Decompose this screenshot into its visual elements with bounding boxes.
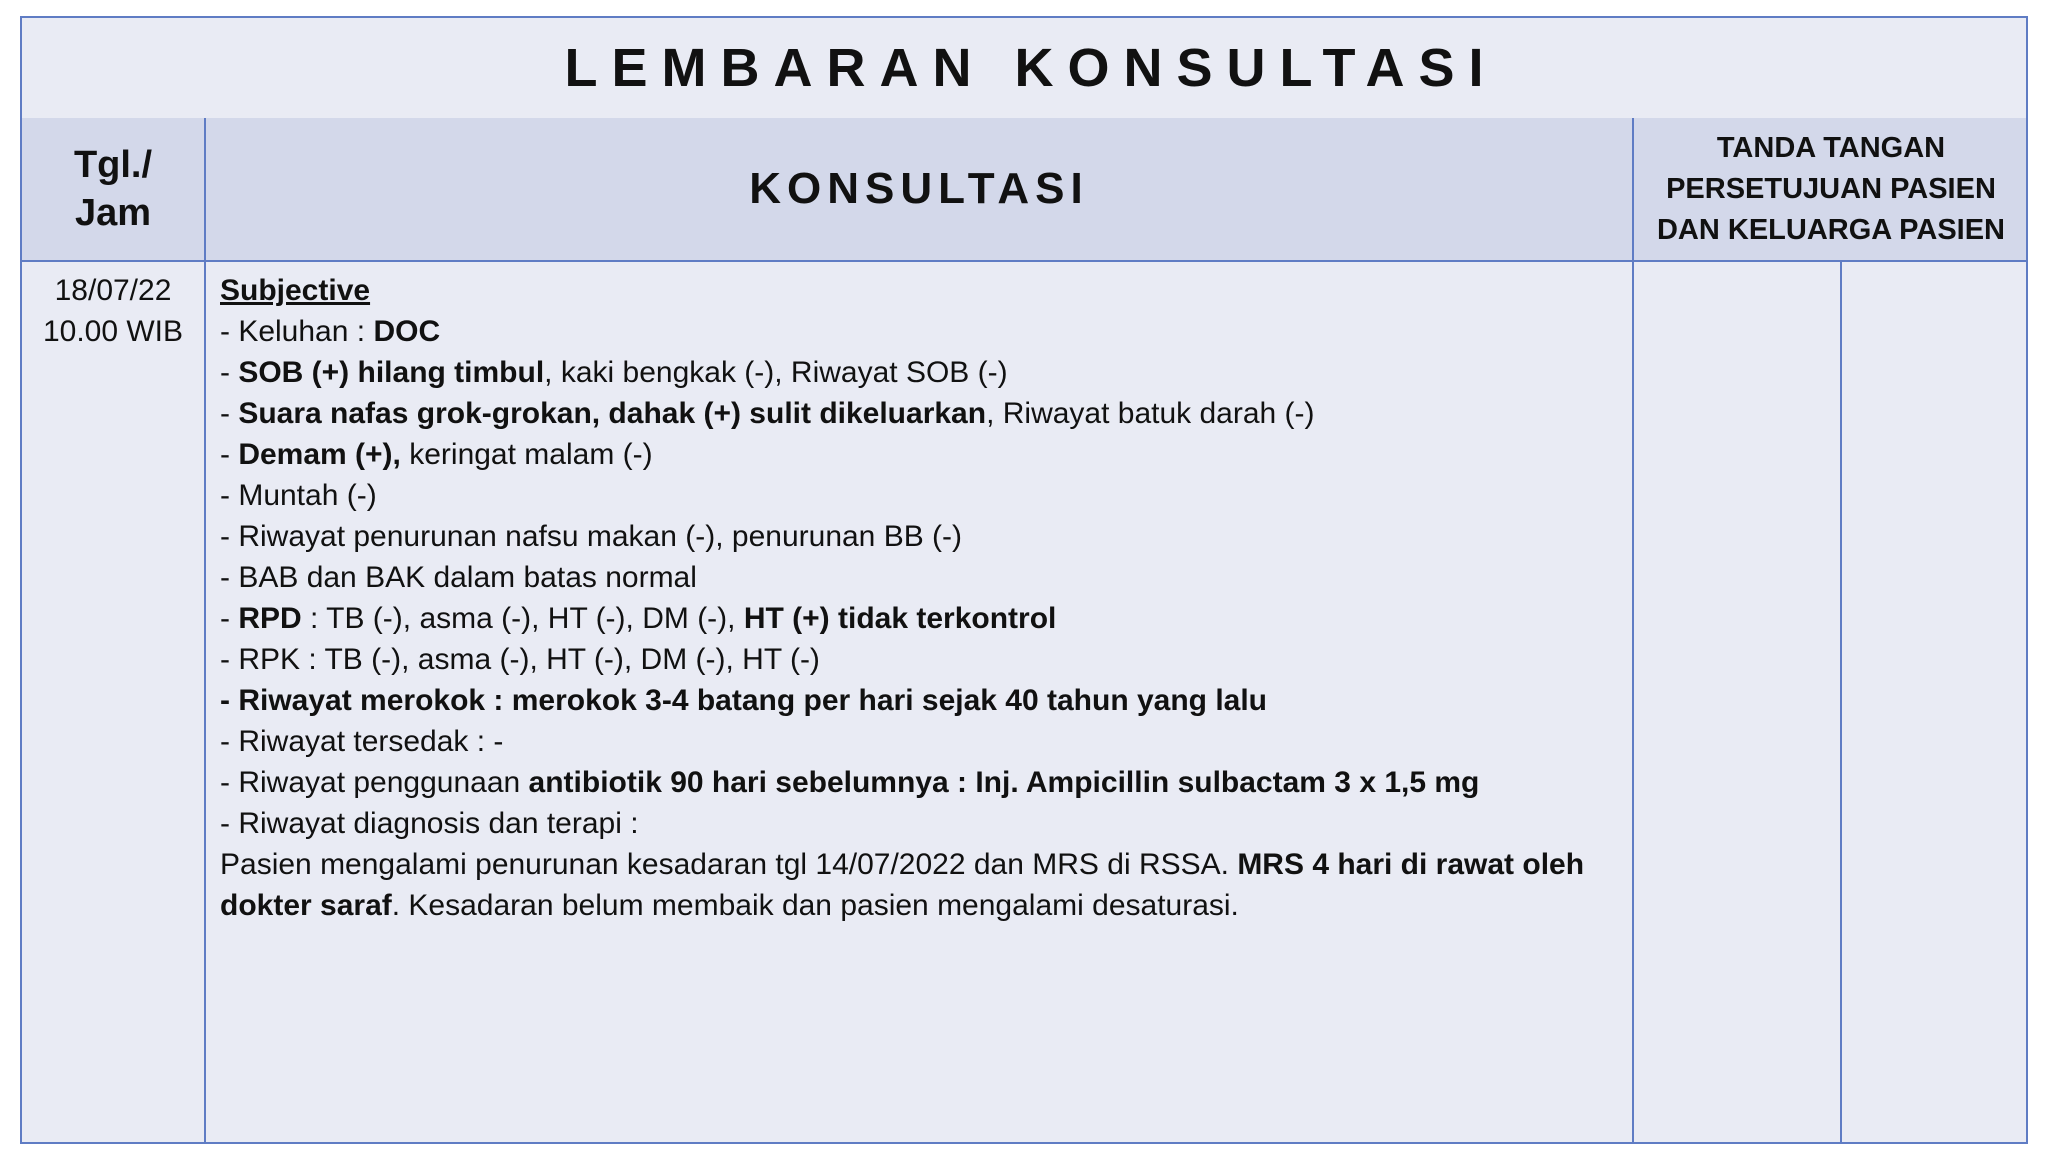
paragraph-riwayat: Pasien mengalami penurunan kesadaran tgl 14/07/2022 dan MRS di RSSA. MRS 4 hari di rawat oleh dokter saraf. Kesadaran belum membaik dan pasien mengalami desaturasi. <box>220 848 1585 922</box>
signature-cell-patient <box>1634 260 1842 1142</box>
entry-time: 10.00 WIB <box>42 315 184 348</box>
line-nafsu-makan: - Riwayat penurunan nafsu makan (-), penurunan BB (-) <box>220 520 963 553</box>
header-sign-line-2: PERSETUJUAN PASIEN <box>1666 172 1996 205</box>
consultation-sheet <box>20 16 2028 1144</box>
header-sign-line-1: TANDA TANGAN <box>1716 131 1946 164</box>
line-sob: - SOB (+) hilang timbul, kaki bengkak (-), Riwayat SOB (-) <box>220 356 1008 389</box>
table-body-row <box>22 260 2026 1142</box>
line-muntah: - Muntah (-) <box>220 479 377 512</box>
header-time-label: Jam <box>74 192 152 234</box>
line-rpd: - RPD : TB (-), asma (-), HT (-), DM (-), HT (+) tidak terkontrol <box>220 602 1057 635</box>
header-signature <box>1634 118 2028 260</box>
line-suara-nafas: - Suara nafas grok-grokan, dahak (+) sulit dikeluarkan, Riwayat batuk darah (-) <box>220 397 1315 430</box>
line-demam: - Demam (+), keringat malam (-) <box>220 438 653 471</box>
section-title-subjective: Subjective <box>220 274 371 307</box>
line-rpk: - RPK : TB (-), asma (-), HT (-), DM (-), HT (-) <box>220 643 820 676</box>
line-bab-bak: - BAB dan BAK dalam batas normal <box>220 561 697 594</box>
entry-consultation-cell <box>206 260 1634 1142</box>
entry-date: 18/07/22 <box>54 274 172 307</box>
header-konsultasi <box>206 118 1634 260</box>
entry-date-cell <box>22 260 206 1142</box>
line-riwayat-tersedak: - Riwayat tersedak : - <box>220 725 504 758</box>
sheet-title: LEMBARAN KONSULTASI <box>564 38 1498 98</box>
header-date-label: Tgl./ <box>73 144 153 186</box>
line-riwayat-diagnosis: - Riwayat diagnosis dan terapi : <box>220 807 639 840</box>
sheet-title-row <box>22 18 2026 120</box>
table-header-row <box>22 118 2026 262</box>
line-riwayat-merokok: - Riwayat merokok : merokok 3-4 batang per hari sejak 40 tahun yang lalu <box>220 684 1268 717</box>
signature-cell-family <box>1842 260 2028 1142</box>
line-keluhan: - Keluhan : DOC <box>220 315 441 348</box>
header-date-time <box>22 118 206 260</box>
header-konsultasi-label: KONSULTASI <box>749 164 1089 213</box>
header-sign-line-3: DAN KELUARGA PASIEN <box>1656 213 2005 246</box>
line-riwayat-antibiotik: - Riwayat penggunaan antibiotik 90 hari sebelumnya : Inj. Ampicillin sulbactam 3 x 1,5 mg <box>220 766 1480 799</box>
